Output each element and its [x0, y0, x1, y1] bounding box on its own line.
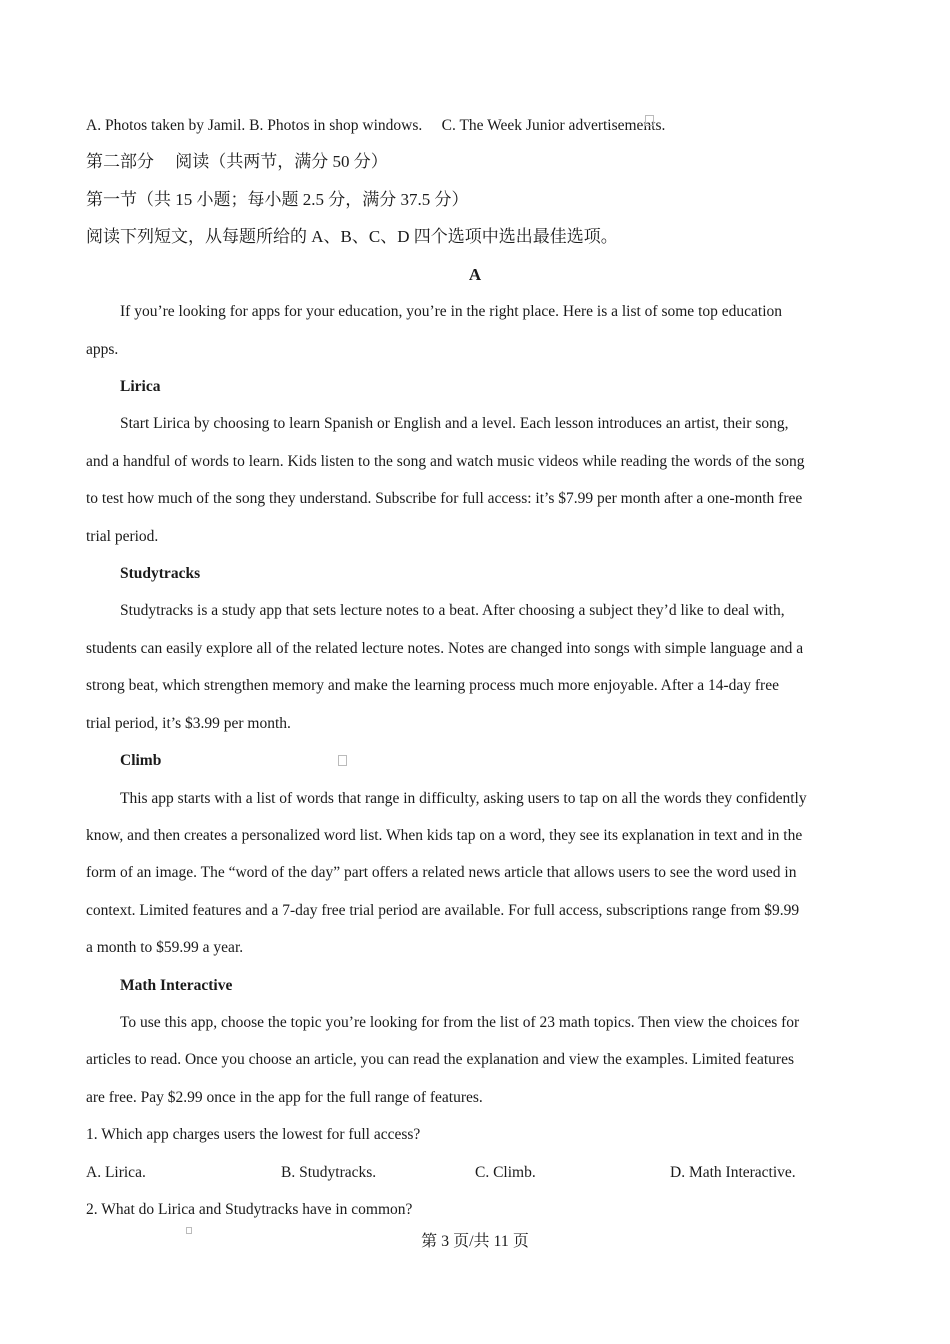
scan-mark	[338, 755, 347, 766]
app-heading-math-interactive: Math Interactive	[120, 977, 233, 994]
intro-line-2: apps.	[86, 341, 119, 358]
page-footer: 第 3 页/共 11 页	[421, 1233, 529, 1250]
question-1-option-b: B. Studytracks.	[281, 1164, 377, 1181]
paragraph-line: context. Limited features and a 7-day free trial period are available. For full access, subscriptions range from $9.99	[86, 902, 800, 919]
question-1-option-a: A. Lirica.	[86, 1164, 146, 1181]
paragraph-line: trial period, it’s $3.99 per month.	[86, 715, 291, 732]
paragraph-line: a month to $59.99 a year.	[86, 939, 244, 956]
app-heading-lirica: Lirica	[120, 378, 161, 395]
passage-title: A	[468, 265, 482, 284]
section-part-heading: 第二部分 阅读（共两节，满分 50 分）	[86, 152, 388, 171]
paragraph-line: to test how much of the song they understand. Subscribe for full access: it’s $7.99 per month after a one-month free	[86, 490, 803, 507]
paragraph-line: To use this app, choose the topic you’re looking for from the list of 23 math topics. Then view the choices for	[120, 1014, 800, 1031]
paragraph-line: are free. Pay $2.99 once in the app for the full range of features.	[86, 1089, 483, 1106]
section-sub-heading: 第一节（共 15 小题；每小题 2.5 分，满分 37.5 分）	[86, 190, 469, 209]
paragraph-line: form of an image. The “word of the day” part offers a related news article that allows users to see the word used in	[86, 864, 797, 881]
paragraph-line: Start Lirica by choosing to learn Spanish or English and a level. Each lesson introduces an artist, their song,	[120, 415, 789, 432]
paragraph-line: students can easily explore all of the related lecture notes. Notes are changed into songs with simple language and a	[86, 640, 804, 657]
question-1-option-d: D. Math Interactive.	[670, 1164, 796, 1181]
top-options: A. Photos taken by Jamil. B. Photos in shop windows. C. The Week Junior advertisements.	[86, 117, 666, 134]
paragraph-line: This app starts with a list of words that range in difficulty, asking users to tap on all the words they confidently	[120, 790, 807, 807]
question-1-option-c: C. Climb.	[475, 1164, 536, 1181]
app-heading-studytracks: Studytracks	[120, 565, 201, 582]
paragraph-line: articles to read. Once you choose an article, you can read the explanation and view the examples. Limited features	[86, 1051, 794, 1068]
paragraph-line: and a handful of words to learn. Kids listen to the song and watch music videos while reading the words of the song	[86, 453, 805, 470]
paragraph-line: know, and then creates a personalized word list. When kids tap on a word, they see its explanation in text and in the	[86, 827, 803, 844]
paragraph-line: trial period.	[86, 528, 159, 545]
paragraph-line: Studytracks is a study app that sets lecture notes to a beat. After choosing a subject they’d like to deal with,	[120, 602, 785, 619]
section-instruction: 阅读下列短文，从每题所给的 A、B、C、D 四个选项中选出最佳选项。	[86, 227, 618, 246]
app-heading-climb: Climb	[120, 752, 162, 769]
paragraph-line: strong beat, which strengthen memory and make the learning process much more enjoyable. After a 14-day free	[86, 677, 779, 694]
question-2: 2. What do Lirica and Studytracks have in common?	[86, 1201, 413, 1218]
scan-mark	[645, 115, 654, 126]
question-1: 1. Which app charges users the lowest for full access?	[86, 1126, 421, 1143]
intro-line-1: If you’re looking for apps for your education, you’re in the right place. Here is a list of some top education	[120, 303, 782, 320]
